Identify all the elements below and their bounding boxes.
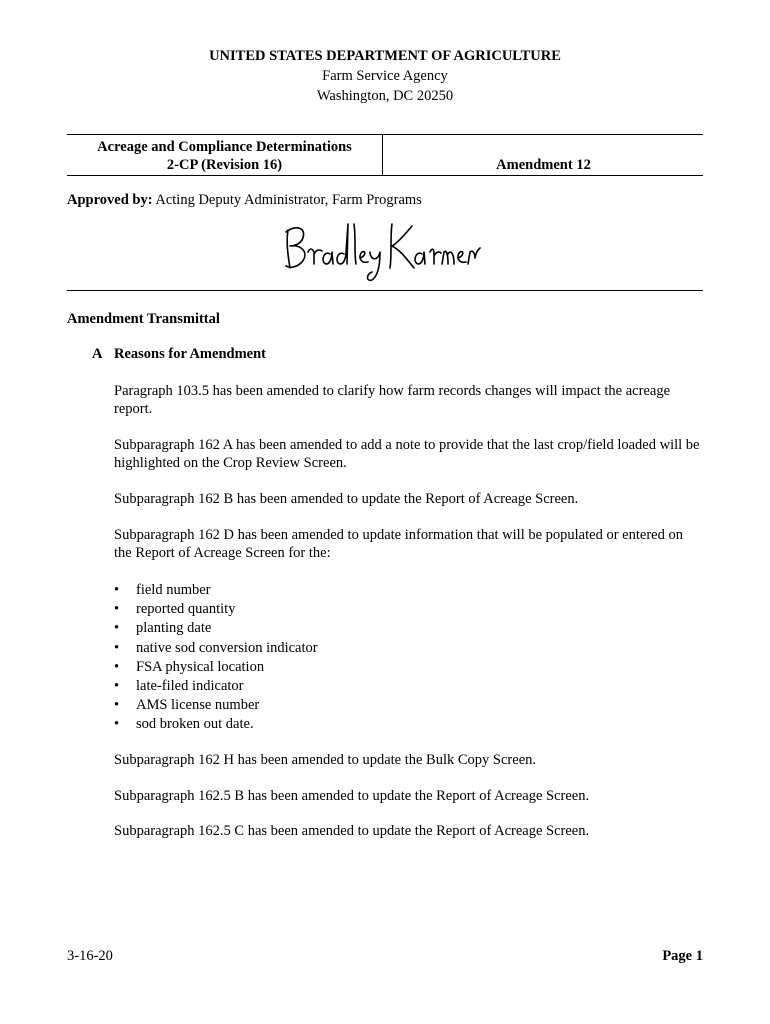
paragraph-3: Subparagraph 162 B has been amended to update the Report of Acreage Screen. bbox=[114, 491, 579, 507]
list-item: • sod broken out date. bbox=[114, 715, 318, 734]
handbook-revision: 2-CP (Revision 16) bbox=[166, 157, 283, 173]
bullet-icon: • bbox=[114, 658, 120, 675]
amendment-cell bbox=[384, 135, 703, 175]
paragraph-6: Subparagraph 162.5 B has been amended to update the Report of Acreage Screen. bbox=[114, 788, 590, 804]
list-item: • planting date bbox=[114, 619, 318, 638]
issue-date: 3-16-20 bbox=[67, 948, 113, 964]
bullet-icon: • bbox=[114, 582, 120, 598]
section-heading bbox=[92, 346, 266, 363]
handbook-title: Acreage and Compliance Determinations bbox=[97, 139, 352, 155]
agency-address: Washington, DC 20250 bbox=[316, 88, 454, 104]
bullet-icon: • bbox=[114, 620, 120, 637]
list-item: • native sod conversion indicator bbox=[114, 639, 318, 658]
paragraph-2: Subparagraph 162 A has been amended to add a note to provide that the last crop/field loaded will be highlighted on the Crop Review Screen. bbox=[114, 437, 700, 471]
bullet-icon: • bbox=[114, 697, 120, 714]
approved-by-label: Approved by: bbox=[67, 192, 153, 208]
bullet-icon: • bbox=[114, 601, 120, 618]
approval-line bbox=[67, 192, 422, 209]
paragraph-4: Subparagraph 162 D has been amended to update information that will be populated or entered on the Report of Acreage Screen for the: bbox=[114, 527, 683, 561]
signature-image bbox=[282, 212, 482, 284]
list-item: • field number bbox=[114, 581, 318, 600]
page-number: Page 1 bbox=[662, 948, 703, 964]
field-list bbox=[114, 581, 318, 735]
bullet-icon: • bbox=[114, 639, 120, 656]
list-item: • reported quantity bbox=[114, 600, 318, 619]
amendment-number: Amendment 12 bbox=[496, 157, 591, 173]
transmittal-heading: Amendment Transmittal bbox=[67, 311, 220, 327]
handbook-title-cell bbox=[67, 135, 383, 175]
agency-name: Farm Service Agency bbox=[322, 68, 448, 84]
department-name: UNITED STATES DEPARTMENT OF AGRICULTURE bbox=[209, 48, 561, 64]
paragraph-5: Subparagraph 162 H has been amended to update the Bulk Copy Screen. bbox=[114, 752, 537, 768]
section-letter: A bbox=[92, 346, 103, 362]
document-header bbox=[0, 46, 770, 106]
section-divider bbox=[67, 290, 703, 291]
list-item: • FSA physical location bbox=[114, 658, 318, 677]
section-title: Reasons for Amendment bbox=[114, 346, 266, 362]
bullet-icon: • bbox=[114, 716, 120, 733]
paragraph-7: Subparagraph 162.5 C has been amended to update the Report of Acreage Screen. bbox=[114, 823, 590, 839]
bullet-icon: • bbox=[114, 678, 120, 695]
approver-title: Acting Deputy Administrator, Farm Programs bbox=[155, 192, 422, 208]
paragraph-1: Paragraph 103.5 has been amended to clarify how farm records changes will impact the acreage report. bbox=[114, 383, 671, 417]
list-item: • late-filed indicator bbox=[114, 677, 318, 696]
handbook-header-table bbox=[67, 134, 703, 176]
list-item: • AMS license number bbox=[114, 696, 318, 715]
